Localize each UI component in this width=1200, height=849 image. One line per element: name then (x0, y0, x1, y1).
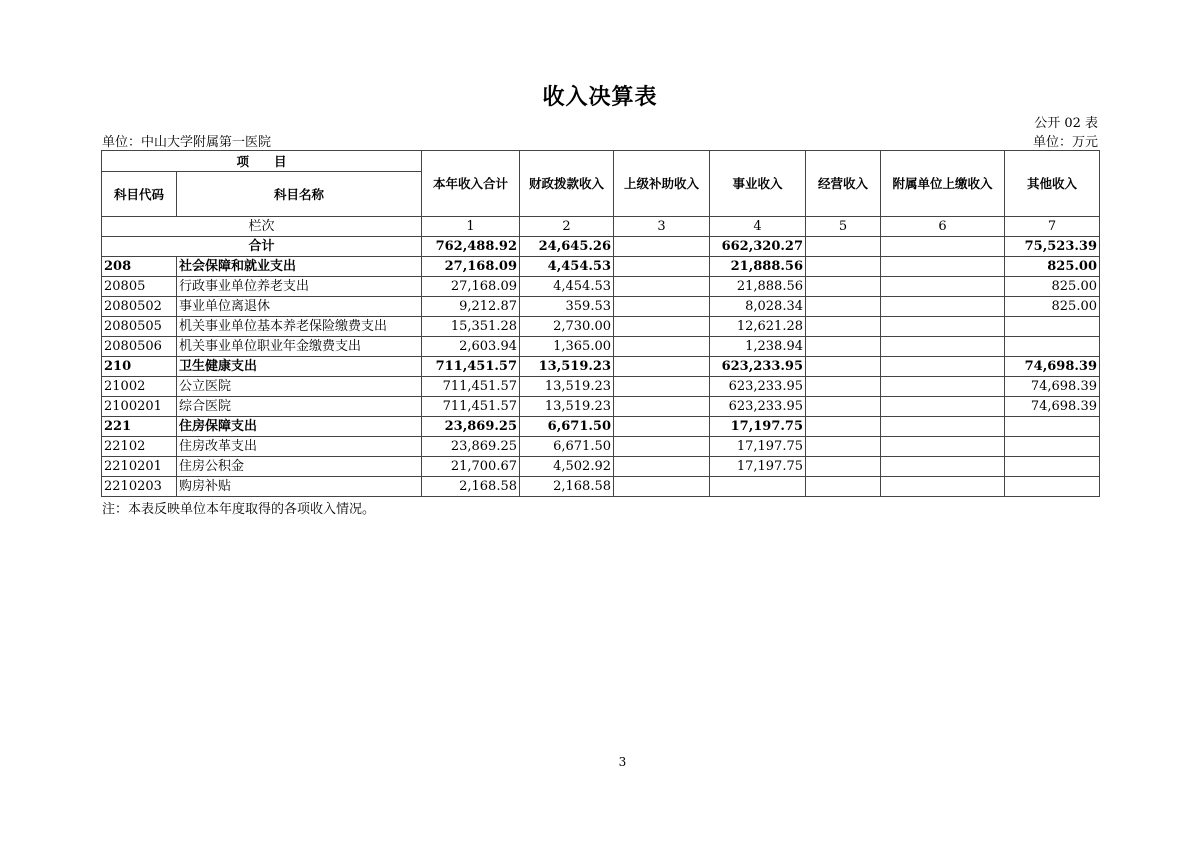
amount-cell (881, 277, 1005, 297)
subject-code: 221 (102, 417, 177, 437)
header-row-1 (102, 151, 1100, 172)
subject-name: 住房保障支出 (177, 417, 422, 437)
subject-code: 22102 (102, 437, 177, 457)
amount-cell: 623,233.95 (710, 397, 806, 417)
currency-unit: 单位：万元 (1032, 135, 1098, 150)
amount-cell: 711,451.57 (422, 397, 520, 417)
column-header: 经营收入 (806, 151, 881, 217)
amount-cell (614, 337, 710, 357)
amount-cell (1005, 477, 1100, 497)
subject-code: 210 (102, 357, 177, 377)
subject-name: 机关事业单位基本养老保险缴费支出 (177, 317, 422, 337)
amount-cell (881, 357, 1005, 377)
total-value: 762,488.92 (422, 237, 520, 257)
subject-code: 20805 (102, 277, 177, 297)
amount-cell (614, 457, 710, 477)
amount-cell: 4,454.53 (520, 277, 614, 297)
amount-cell (806, 417, 881, 437)
amount-cell: 27,168.09 (422, 277, 520, 297)
amount-cell (1005, 417, 1100, 437)
form-number: 公开 02 表 (1034, 116, 1098, 131)
total-value (806, 237, 881, 257)
amount-cell: 359.53 (520, 297, 614, 317)
amount-cell (881, 477, 1005, 497)
amount-cell (881, 437, 1005, 457)
amount-cell (806, 317, 881, 337)
subject-name: 住房公积金 (177, 457, 422, 477)
amount-cell (614, 377, 710, 397)
amount-cell: 623,233.95 (710, 377, 806, 397)
amount-cell: 825.00 (1005, 297, 1100, 317)
document-title: 收入决算表 (542, 85, 658, 110)
amount-cell (614, 257, 710, 277)
subject-code: 2210201 (102, 457, 177, 477)
column-index: 7 (1005, 217, 1100, 237)
amount-cell: 4,502.92 (520, 457, 614, 477)
amount-cell (806, 297, 881, 317)
amount-cell: 2,168.58 (520, 477, 614, 497)
column-header: 上级补助收入 (614, 151, 710, 217)
amount-cell: 23,869.25 (422, 437, 520, 457)
amount-cell: 13,519.23 (520, 397, 614, 417)
total-value: 75,523.39 (1005, 237, 1100, 257)
amount-cell (1005, 317, 1100, 337)
subject-name: 公立医院 (177, 377, 422, 397)
amount-cell: 711,451.57 (422, 357, 520, 377)
table-row (102, 257, 1100, 277)
amount-cell: 17,197.75 (710, 417, 806, 437)
amount-cell (614, 437, 710, 457)
amount-cell (806, 337, 881, 357)
table-row (102, 377, 1100, 397)
table-row (102, 477, 1100, 497)
subject-name: 事业单位离退休 (177, 297, 422, 317)
amount-cell (881, 337, 1005, 357)
subject-code: 2080502 (102, 297, 177, 317)
amount-cell: 8,028.34 (710, 297, 806, 317)
item-header: 项 目 (102, 151, 422, 172)
table-row (102, 417, 1100, 437)
column-header: 其他收入 (1005, 151, 1100, 217)
code-header: 科目代码 (102, 172, 177, 217)
organization-unit: 单位：中山大学附属第一医院 (102, 135, 272, 150)
subject-name: 住房改革支出 (177, 437, 422, 457)
amount-cell (806, 277, 881, 297)
amount-cell: 74,698.39 (1005, 357, 1100, 377)
column-index-label: 栏次 (102, 217, 422, 237)
amount-cell (614, 417, 710, 437)
amount-cell: 23,869.25 (422, 417, 520, 437)
amount-cell (881, 457, 1005, 477)
table-row (102, 457, 1100, 477)
table-row (102, 337, 1100, 357)
subject-name: 卫生健康支出 (177, 357, 422, 377)
amount-cell (614, 277, 710, 297)
subject-name: 购房补贴 (177, 477, 422, 497)
amount-cell (806, 257, 881, 277)
amount-cell (614, 477, 710, 497)
subject-code: 21002 (102, 377, 177, 397)
amount-cell (881, 417, 1005, 437)
amount-cell (1005, 437, 1100, 457)
table-row (102, 297, 1100, 317)
subject-code: 2100201 (102, 397, 177, 417)
amount-cell (806, 457, 881, 477)
amount-cell (614, 397, 710, 417)
amount-cell: 825.00 (1005, 277, 1100, 297)
amount-cell: 17,197.75 (710, 437, 806, 457)
subject-code: 2080506 (102, 337, 177, 357)
amount-cell: 13,519.23 (520, 357, 614, 377)
amount-cell: 2,730.00 (520, 317, 614, 337)
amount-cell: 825.00 (1005, 257, 1100, 277)
subject-code: 208 (102, 257, 177, 277)
subject-name: 机关事业单位职业年金缴费支出 (177, 337, 422, 357)
total-label: 合计 (102, 237, 422, 257)
subject-code: 2210203 (102, 477, 177, 497)
amount-cell (614, 297, 710, 317)
amount-cell (614, 357, 710, 377)
amount-cell: 13,519.23 (520, 377, 614, 397)
column-index: 5 (806, 217, 881, 237)
total-value: 24,645.26 (520, 237, 614, 257)
amount-cell: 21,700.67 (422, 457, 520, 477)
amount-cell (710, 477, 806, 497)
column-header: 本年收入合计 (422, 151, 520, 217)
amount-cell: 4,454.53 (520, 257, 614, 277)
amount-cell: 21,888.56 (710, 257, 806, 277)
total-value: 662,320.27 (710, 237, 806, 257)
amount-cell: 1,238.94 (710, 337, 806, 357)
amount-cell: 12,621.28 (710, 317, 806, 337)
amount-cell: 9,212.87 (422, 297, 520, 317)
name-header: 科目名称 (177, 172, 422, 217)
amount-cell (881, 297, 1005, 317)
table-row (102, 317, 1100, 337)
income-table (101, 150, 1100, 497)
total-value (614, 237, 710, 257)
table-note: 注：本表反映单位本年度取得的各项收入情况。 (102, 502, 376, 517)
subject-name: 行政事业单位养老支出 (177, 277, 422, 297)
subject-code: 2080505 (102, 317, 177, 337)
amount-cell (806, 357, 881, 377)
amount-cell: 6,671.50 (520, 437, 614, 457)
subject-name: 综合医院 (177, 397, 422, 417)
amount-cell (881, 257, 1005, 277)
amount-cell (881, 377, 1005, 397)
total-row (102, 237, 1100, 257)
column-index: 6 (881, 217, 1005, 237)
column-index: 1 (422, 217, 520, 237)
column-header: 事业收入 (710, 151, 806, 217)
amount-cell: 711,451.57 (422, 377, 520, 397)
amount-cell: 623,233.95 (710, 357, 806, 377)
table-row (102, 397, 1100, 417)
amount-cell: 1,365.00 (520, 337, 614, 357)
column-index: 4 (710, 217, 806, 237)
column-index: 2 (520, 217, 614, 237)
amount-cell (1005, 337, 1100, 357)
amount-cell (806, 437, 881, 457)
amount-cell: 74,698.39 (1005, 377, 1100, 397)
page-number: 3 (618, 755, 627, 769)
total-value (881, 237, 1005, 257)
amount-cell (881, 317, 1005, 337)
table-row (102, 357, 1100, 377)
amount-cell (806, 477, 881, 497)
column-header: 附属单位上缴收入 (881, 151, 1005, 217)
column-index: 3 (614, 217, 710, 237)
amount-cell (806, 377, 881, 397)
column-header: 财政拨款收入 (520, 151, 614, 217)
table-row (102, 437, 1100, 457)
amount-cell: 2,168.58 (422, 477, 520, 497)
subject-name: 社会保障和就业支出 (177, 257, 422, 277)
amount-cell (1005, 457, 1100, 477)
amount-cell (806, 397, 881, 417)
amount-cell: 74,698.39 (1005, 397, 1100, 417)
table-row (102, 277, 1100, 297)
amount-cell: 27,168.09 (422, 257, 520, 277)
amount-cell: 6,671.50 (520, 417, 614, 437)
amount-cell: 17,197.75 (710, 457, 806, 477)
column-index-row (102, 217, 1100, 237)
amount-cell (881, 397, 1005, 417)
amount-cell: 21,888.56 (710, 277, 806, 297)
amount-cell: 2,603.94 (422, 337, 520, 357)
amount-cell (614, 317, 710, 337)
amount-cell: 15,351.28 (422, 317, 520, 337)
